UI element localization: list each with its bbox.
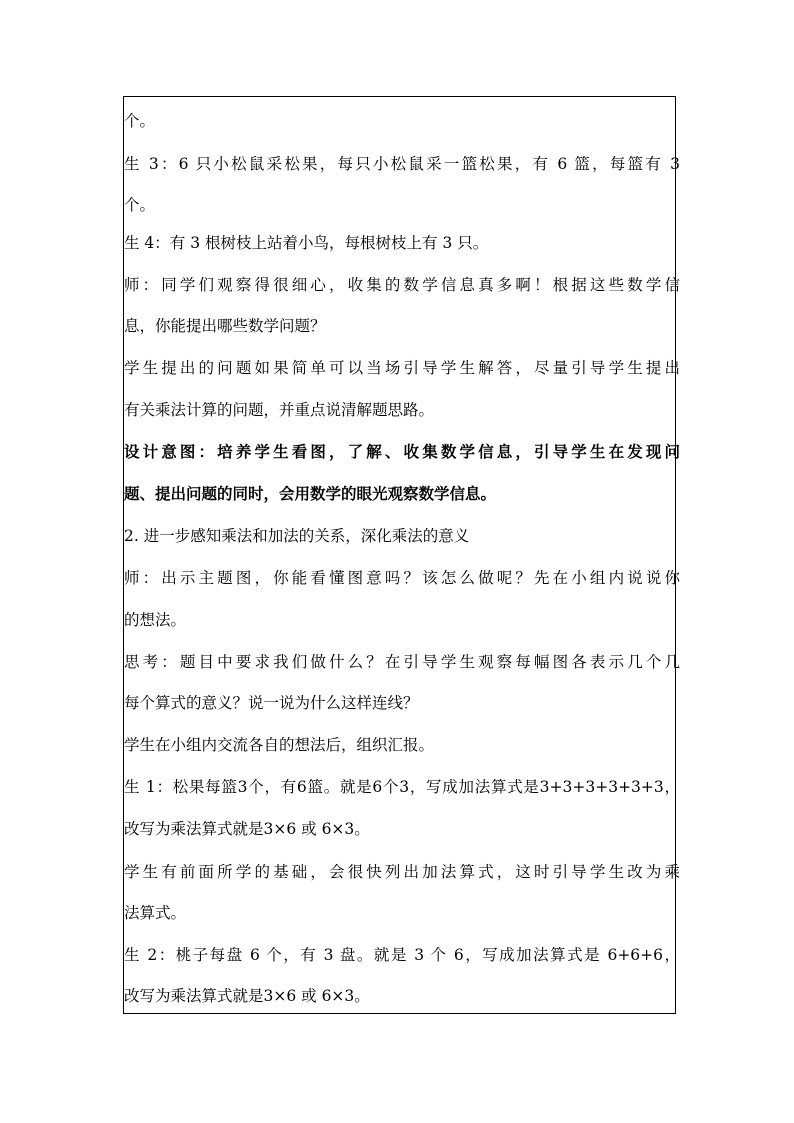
design-intent-line: 题、提出问题的同时，会用数学的眼光观察数学信息。 bbox=[124, 484, 497, 503]
design-intent-line: 设计意图：培养学生看图，了解、收集数学信息，引导学生在发现问 bbox=[124, 442, 680, 461]
text-line: 的想法。 bbox=[124, 611, 187, 629]
text-line: 学生在小组内交流各自的想法后，组织汇报。 bbox=[124, 736, 435, 754]
text-line: 生 3：6 只小松鼠采松果，每只小松鼠采一篮松果，有 6 篮，每篮有 3 bbox=[124, 155, 680, 173]
text-line: 改写为乘法算式就是3×6 或 6×3。 bbox=[124, 987, 370, 1005]
text-line: 生 1：松果每篮3个，有6篮。就是6个3，写成加法算式是3+3+3+3+3+3， bbox=[124, 778, 680, 796]
text-line: 个。 bbox=[124, 196, 156, 214]
text-line: 学生提出的问题如果简单可以当场引导学生解答，尽量引导学生提出 bbox=[124, 359, 680, 377]
text-line: 师：出示主题图，你能看懂图意吗？该怎么做呢？先在小组内说说你 bbox=[124, 569, 680, 587]
text-line: 生 2：桃子每盘 6 个，有 3 盘。就是 3 个 6，写成加法算式是 6+6+6， bbox=[124, 946, 680, 964]
text-line: 改写为乘法算式就是3×6 或 6×3。 bbox=[124, 820, 370, 838]
text-line: 生 4：有 3 根树枝上站着小鸟，每根树枝上有 3 只。 bbox=[124, 234, 489, 252]
text-line: 每个算式的意义？说一说为什么这样连线？ bbox=[124, 694, 419, 712]
text-line: 个。 bbox=[124, 112, 156, 130]
section-heading: 2. 进一步感知乘法和加法的关系，深化乘法的意义 bbox=[124, 527, 470, 545]
text-line: 师：同学们观察得很细心，收集的数学信息真多啊！根据这些数学信 bbox=[124, 276, 680, 294]
text-line: 思考：题目中要求我们做什么？在引导学生观察每幅图各表示几个几 bbox=[124, 653, 680, 671]
text-line: 有关乘法计算的问题，并重点说清解题思路。 bbox=[124, 401, 435, 419]
text-line: 息，你能提出哪些数学问题？ bbox=[124, 317, 326, 335]
text-line: 法算式。 bbox=[124, 904, 187, 922]
text-line: 学生有前面所学的基础，会很快列出加法算式，这时引导学生改为乘 bbox=[124, 863, 680, 881]
